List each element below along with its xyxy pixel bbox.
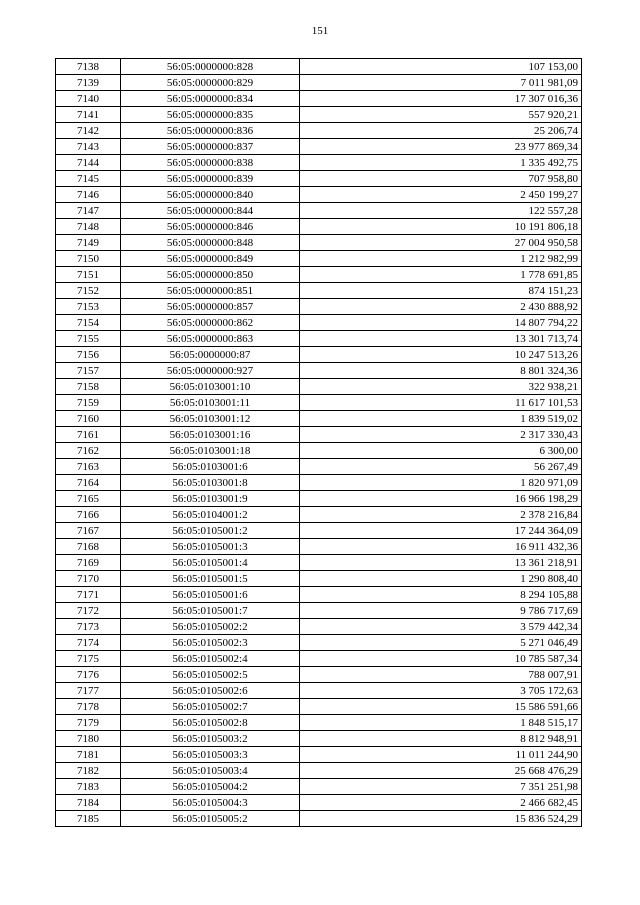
cadastral-number-cell: 56:05:0000000:836 [121,123,300,139]
row-number-cell: 7169 [56,555,121,571]
value-cell: 8 294 105,88 [300,587,582,603]
cadastral-number-cell: 56:05:0105001:5 [121,571,300,587]
cadastral-number-cell: 56:05:0000000:851 [121,283,300,299]
row-number-cell: 7139 [56,75,121,91]
cadastral-number-cell: 56:05:0105002:4 [121,651,300,667]
value-cell: 322 938,21 [300,379,582,395]
row-number-cell: 7170 [56,571,121,587]
row-number-cell: 7157 [56,363,121,379]
cadastral-number-cell: 56:05:0103001:6 [121,459,300,475]
cadastral-number-cell: 56:05:0000000:837 [121,139,300,155]
value-cell: 10 191 806,18 [300,219,582,235]
row-number-cell: 7164 [56,475,121,491]
table-row [56,779,582,795]
cadastral-number-cell: 56:05:0000000:834 [121,91,300,107]
cadastral-number-cell: 56:05:0103001:16 [121,427,300,443]
cadastral-number-cell: 56:05:0105002:6 [121,683,300,699]
value-cell: 2 430 888,92 [300,299,582,315]
value-cell: 1 848 515,17 [300,715,582,731]
value-cell: 14 807 794,22 [300,315,582,331]
table-row [56,747,582,763]
value-cell: 1 212 982,99 [300,251,582,267]
cadastral-number-cell: 56:05:0000000:87 [121,347,300,363]
table-row [56,811,582,827]
table-row [56,795,582,811]
value-cell: 5 271 046,49 [300,635,582,651]
row-number-cell: 7147 [56,203,121,219]
value-cell: 7 011 981,09 [300,75,582,91]
cadastral-number-cell: 56:05:0000000:863 [121,331,300,347]
table-row [56,507,582,523]
cadastral-number-cell: 56:05:0000000:828 [121,59,300,75]
value-cell: 2 317 330,43 [300,427,582,443]
row-number-cell: 7158 [56,379,121,395]
value-cell: 56 267,49 [300,459,582,475]
table-row [56,587,582,603]
row-number-cell: 7140 [56,91,121,107]
cadastral-number-cell: 56:05:0105002:2 [121,619,300,635]
value-cell: 15 586 591,66 [300,699,582,715]
page-number: 151 [311,25,329,37]
table-row [56,411,582,427]
table-row [56,731,582,747]
row-number-cell: 7150 [56,251,121,267]
cadastral-number-cell: 56:05:0105004:2 [121,779,300,795]
value-cell: 107 153,00 [300,59,582,75]
table-row [56,299,582,315]
table-row [56,491,582,507]
row-number-cell: 7155 [56,331,121,347]
cadastral-number-cell: 56:05:0000000:849 [121,251,300,267]
cadastral-number-cell: 56:05:0105001:6 [121,587,300,603]
cadastral-number-cell: 56:05:0104001:2 [121,507,300,523]
table-row [56,155,582,171]
row-number-cell: 7154 [56,315,121,331]
table-row [56,699,582,715]
table-row [56,251,582,267]
value-cell: 3 579 442,34 [300,619,582,635]
value-cell: 10 247 513,26 [300,347,582,363]
cadastral-number-cell: 56:05:0105001:4 [121,555,300,571]
value-cell: 17 244 364,09 [300,523,582,539]
table-row [56,523,582,539]
table-row [56,123,582,139]
row-number-cell: 7174 [56,635,121,651]
table-row [56,59,582,75]
value-cell: 2 378 216,84 [300,507,582,523]
value-cell: 8 812 948,91 [300,731,582,747]
cadastral-number-cell: 56:05:0105003:2 [121,731,300,747]
value-cell: 9 786 717,69 [300,603,582,619]
value-cell: 788 007,91 [300,667,582,683]
value-cell: 6 300,00 [300,443,582,459]
cadastral-number-cell: 56:05:0103001:8 [121,475,300,491]
cadastral-number-cell: 56:05:0000000:848 [121,235,300,251]
row-number-cell: 7176 [56,667,121,683]
cadastral-number-cell: 56:05:0000000:840 [121,187,300,203]
cadastral-number-cell: 56:05:0105002:5 [121,667,300,683]
value-cell: 11 011 244,90 [300,747,582,763]
table-row [56,315,582,331]
table-row [56,379,582,395]
row-number-cell: 7138 [56,59,121,75]
row-number-cell: 7152 [56,283,121,299]
cadastral-number-cell: 56:05:0000000:857 [121,299,300,315]
cadastral-number-cell: 56:05:0103001:12 [121,411,300,427]
table-row [56,571,582,587]
cadastral-number-cell: 56:05:0105004:3 [121,795,300,811]
cadastral-number-cell: 56:05:0000000:927 [121,363,300,379]
table-row [56,203,582,219]
table-row [56,139,582,155]
cadastral-number-cell: 56:05:0000000:844 [121,203,300,219]
cadastral-number-cell: 56:05:0105001:7 [121,603,300,619]
table-body [56,59,582,827]
value-cell: 1 820 971,09 [300,475,582,491]
row-number-cell: 7181 [56,747,121,763]
value-cell: 7 351 251,98 [300,779,582,795]
cadastral-number-cell: 56:05:0105002:7 [121,699,300,715]
table-row [56,187,582,203]
cadastral-number-cell: 56:05:0105003:3 [121,747,300,763]
row-number-cell: 7180 [56,731,121,747]
row-number-cell: 7162 [56,443,121,459]
value-cell: 16 966 198,29 [300,491,582,507]
cadastral-number-cell: 56:05:0000000:838 [121,155,300,171]
cadastral-number-cell: 56:05:0105002:8 [121,715,300,731]
table-row [56,459,582,475]
value-cell: 122 557,28 [300,203,582,219]
value-cell: 1 839 519,02 [300,411,582,427]
row-number-cell: 7171 [56,587,121,603]
table-row [56,619,582,635]
value-cell: 16 911 432,36 [300,539,582,555]
table-row [56,91,582,107]
value-cell: 2 466 682,45 [300,795,582,811]
table-row [56,75,582,91]
row-number-cell: 7145 [56,171,121,187]
value-cell: 13 361 218,91 [300,555,582,571]
value-cell: 25 668 476,29 [300,763,582,779]
value-cell: 17 307 016,36 [300,91,582,107]
cadastral-number-cell: 56:05:0103001:9 [121,491,300,507]
table-row [56,603,582,619]
value-cell: 13 301 713,74 [300,331,582,347]
value-cell: 1 290 808,40 [300,571,582,587]
row-number-cell: 7146 [56,187,121,203]
row-number-cell: 7182 [56,763,121,779]
table-row [56,267,582,283]
value-cell: 27 004 950,58 [300,235,582,251]
cadastral-number-cell: 56:05:0000000:846 [121,219,300,235]
cadastral-number-cell: 56:05:0000000:839 [121,171,300,187]
row-number-cell: 7177 [56,683,121,699]
row-number-cell: 7185 [56,811,121,827]
value-cell: 23 977 869,34 [300,139,582,155]
table-row [56,219,582,235]
cadastral-number-cell: 56:05:0000000:850 [121,267,300,283]
table-row [56,363,582,379]
row-number-cell: 7168 [56,539,121,555]
row-number-cell: 7173 [56,619,121,635]
row-number-cell: 7161 [56,427,121,443]
table-row [56,683,582,699]
table-row [56,443,582,459]
value-cell: 707 958,80 [300,171,582,187]
value-cell: 874 151,23 [300,283,582,299]
table-row [56,331,582,347]
table-row [56,475,582,491]
row-number-cell: 7149 [56,235,121,251]
row-number-cell: 7143 [56,139,121,155]
row-number-cell: 7178 [56,699,121,715]
row-number-cell: 7167 [56,523,121,539]
table-row [56,635,582,651]
data-table [55,58,582,827]
row-number-cell: 7179 [56,715,121,731]
row-number-cell: 7165 [56,491,121,507]
row-number-cell: 7183 [56,779,121,795]
table-row [56,347,582,363]
row-number-cell: 7144 [56,155,121,171]
value-cell: 557 920,21 [300,107,582,123]
cadastral-number-cell: 56:05:0105002:3 [121,635,300,651]
row-number-cell: 7151 [56,267,121,283]
value-cell: 2 450 199,27 [300,187,582,203]
row-number-cell: 7141 [56,107,121,123]
row-number-cell: 7156 [56,347,121,363]
cadastral-number-cell: 56:05:0103001:18 [121,443,300,459]
row-number-cell: 7160 [56,411,121,427]
cadastral-number-cell: 56:05:0105005:2 [121,811,300,827]
row-number-cell: 7142 [56,123,121,139]
table-row [56,235,582,251]
cadastral-number-cell: 56:05:0105001:2 [121,523,300,539]
row-number-cell: 7153 [56,299,121,315]
value-cell: 8 801 324,36 [300,363,582,379]
cadastral-number-cell: 56:05:0103001:11 [121,395,300,411]
row-number-cell: 7175 [56,651,121,667]
row-number-cell: 7163 [56,459,121,475]
table-row [56,395,582,411]
table-row [56,539,582,555]
value-cell: 25 206,74 [300,123,582,139]
value-cell: 1 778 691,85 [300,267,582,283]
row-number-cell: 7172 [56,603,121,619]
cadastral-number-cell: 56:05:0105003:4 [121,763,300,779]
value-cell: 11 617 101,53 [300,395,582,411]
row-number-cell: 7148 [56,219,121,235]
row-number-cell: 7184 [56,795,121,811]
table-row [56,651,582,667]
value-cell: 15 836 524,29 [300,811,582,827]
row-number-cell: 7159 [56,395,121,411]
table-row [56,763,582,779]
table-row [56,107,582,123]
table-row [56,667,582,683]
row-number-cell: 7166 [56,507,121,523]
table-row [56,555,582,571]
value-cell: 3 705 172,63 [300,683,582,699]
cadastral-number-cell: 56:05:0000000:829 [121,75,300,91]
value-cell: 1 335 492,75 [300,155,582,171]
cadastral-number-cell: 56:05:0000000:862 [121,315,300,331]
table-row [56,283,582,299]
cadastral-number-cell: 56:05:0103001:10 [121,379,300,395]
cadastral-number-cell: 56:05:0000000:835 [121,107,300,123]
table-row [56,715,582,731]
cadastral-number-cell: 56:05:0105001:3 [121,539,300,555]
table-row [56,171,582,187]
table-row [56,427,582,443]
value-cell: 10 785 587,34 [300,651,582,667]
